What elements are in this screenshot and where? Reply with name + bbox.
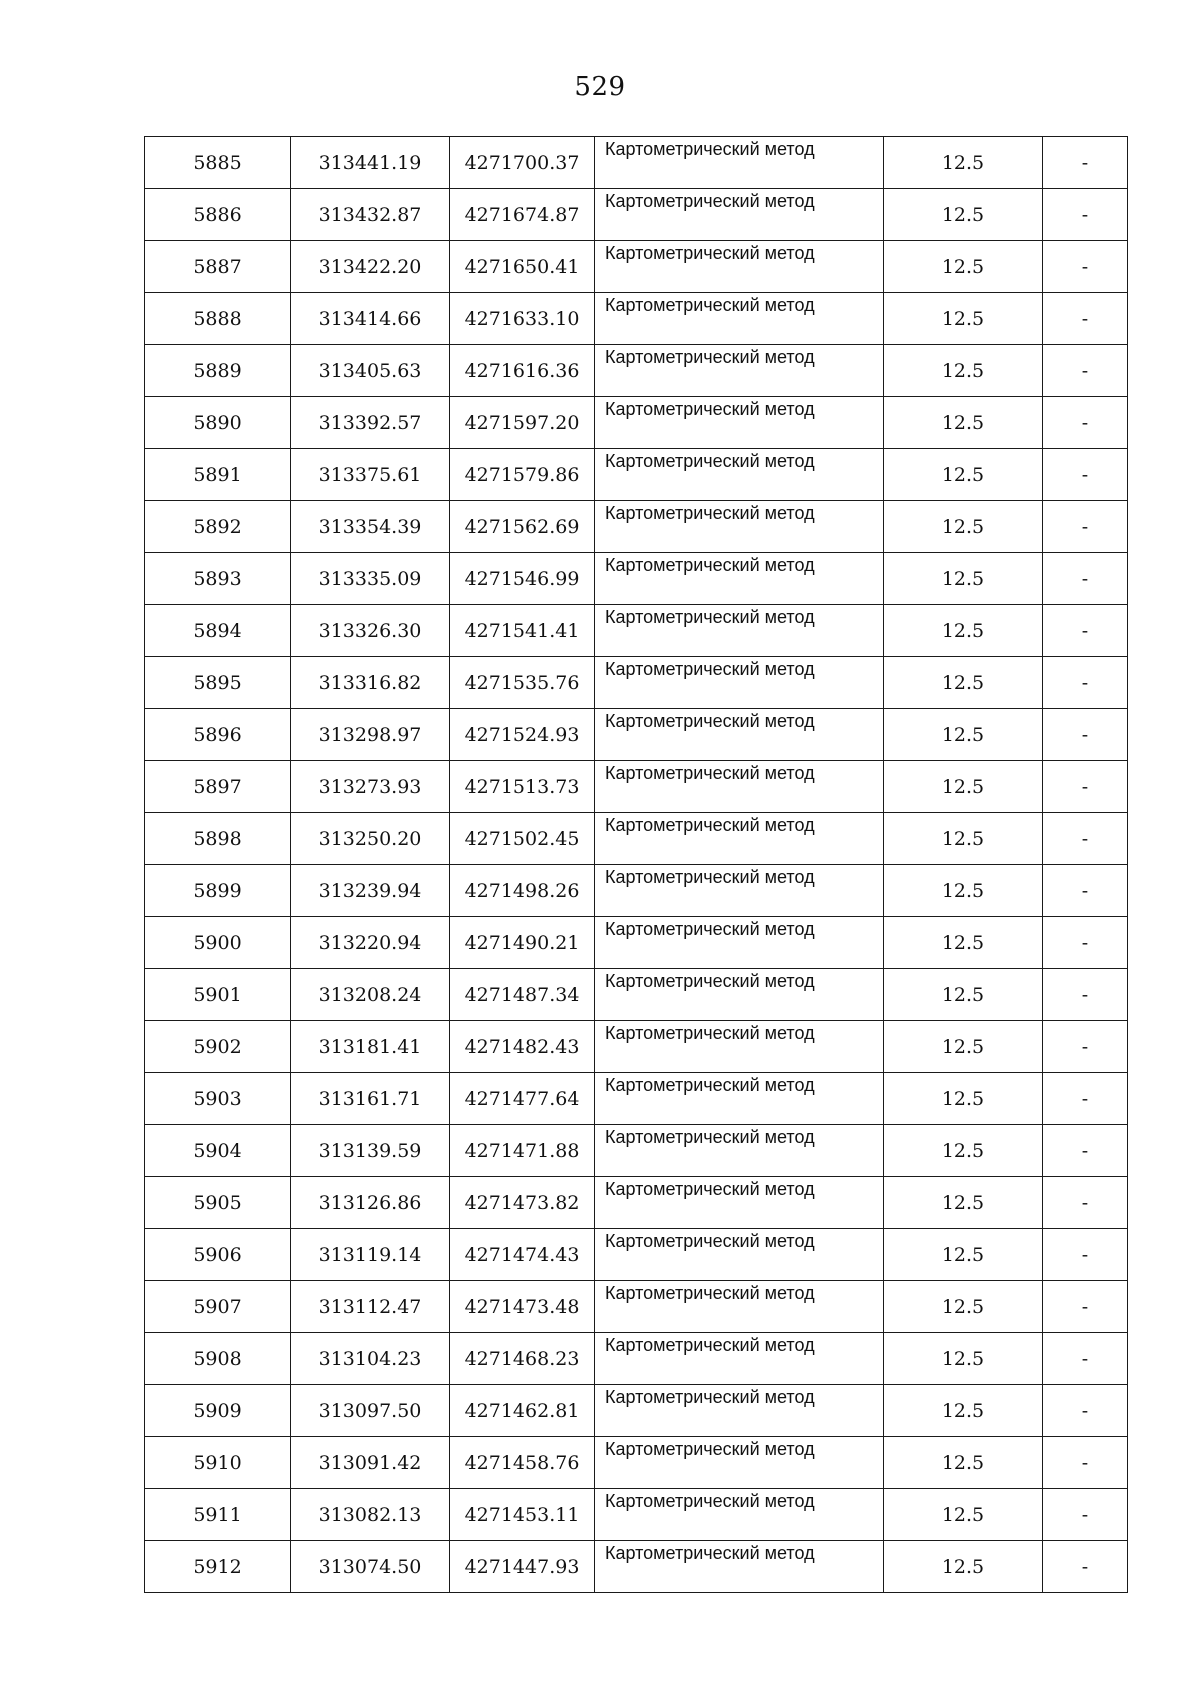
method-cell: Картометрический метод: [595, 449, 884, 501]
table-row: [145, 1073, 1128, 1125]
method-cell: Картометрический метод: [595, 137, 884, 189]
method-cell: Картометрический метод: [595, 1281, 884, 1333]
accuracy-cell: 12.5: [884, 397, 1043, 449]
point-number-cell: 5904: [145, 1125, 291, 1177]
x-coordinate-cell: 313126.86: [291, 1177, 450, 1229]
extra-cell: -: [1043, 1385, 1128, 1437]
table-row: [145, 553, 1128, 605]
y-coordinate-cell: 4271458.76: [450, 1437, 595, 1489]
point-number-cell: 5892: [145, 501, 291, 553]
accuracy-cell: 12.5: [884, 865, 1043, 917]
y-coordinate-cell: 4271473.48: [450, 1281, 595, 1333]
x-coordinate-cell: 313405.63: [291, 345, 450, 397]
table-row: [145, 501, 1128, 553]
accuracy-cell: 12.5: [884, 1489, 1043, 1541]
extra-cell: -: [1043, 865, 1128, 917]
extra-cell: -: [1043, 605, 1128, 657]
point-number-cell: 5908: [145, 1333, 291, 1385]
x-coordinate-cell: 313316.82: [291, 657, 450, 709]
accuracy-cell: 12.5: [884, 137, 1043, 189]
x-coordinate-cell: 313335.09: [291, 553, 450, 605]
extra-cell: -: [1043, 1125, 1128, 1177]
y-coordinate-cell: 4271650.41: [450, 241, 595, 293]
x-coordinate-cell: 313422.20: [291, 241, 450, 293]
method-cell: Картометрический метод: [595, 1333, 884, 1385]
accuracy-cell: 12.5: [884, 1177, 1043, 1229]
y-coordinate-cell: 4271477.64: [450, 1073, 595, 1125]
method-cell: Картометрический метод: [595, 1541, 884, 1593]
y-coordinate-cell: 4271471.88: [450, 1125, 595, 1177]
table-row: [145, 293, 1128, 345]
coordinates-table: [144, 136, 1128, 1593]
accuracy-cell: 12.5: [884, 1437, 1043, 1489]
method-cell: Картометрический метод: [595, 501, 884, 553]
point-number-cell: 5898: [145, 813, 291, 865]
y-coordinate-cell: 4271616.36: [450, 345, 595, 397]
x-coordinate-cell: 313298.97: [291, 709, 450, 761]
point-number-cell: 5891: [145, 449, 291, 501]
extra-cell: -: [1043, 501, 1128, 553]
extra-cell: -: [1043, 553, 1128, 605]
y-coordinate-cell: 4271541.41: [450, 605, 595, 657]
extra-cell: -: [1043, 709, 1128, 761]
method-cell: Картометрический метод: [595, 1489, 884, 1541]
point-number-cell: 5909: [145, 1385, 291, 1437]
table-row: [145, 1385, 1128, 1437]
y-coordinate-cell: 4271482.43: [450, 1021, 595, 1073]
point-number-cell: 5911: [145, 1489, 291, 1541]
x-coordinate-cell: 313074.50: [291, 1541, 450, 1593]
method-cell: Картометрический метод: [595, 709, 884, 761]
accuracy-cell: 12.5: [884, 761, 1043, 813]
extra-cell: -: [1043, 1489, 1128, 1541]
extra-cell: -: [1043, 293, 1128, 345]
page-number: 529: [574, 72, 626, 102]
accuracy-cell: 12.5: [884, 1333, 1043, 1385]
y-coordinate-cell: 4271490.21: [450, 917, 595, 969]
x-coordinate-cell: 313354.39: [291, 501, 450, 553]
accuracy-cell: 12.5: [884, 1541, 1043, 1593]
table-row: [145, 1437, 1128, 1489]
method-cell: Картометрический метод: [595, 657, 884, 709]
extra-cell: -: [1043, 1281, 1128, 1333]
point-number-cell: 5885: [145, 137, 291, 189]
extra-cell: -: [1043, 449, 1128, 501]
x-coordinate-cell: 313432.87: [291, 189, 450, 241]
y-coordinate-cell: 4271674.87: [450, 189, 595, 241]
point-number-cell: 5889: [145, 345, 291, 397]
point-number-cell: 5894: [145, 605, 291, 657]
method-cell: Картометрический метод: [595, 917, 884, 969]
y-coordinate-cell: 4271453.11: [450, 1489, 595, 1541]
accuracy-cell: 12.5: [884, 553, 1043, 605]
accuracy-cell: 12.5: [884, 1125, 1043, 1177]
point-number-cell: 5912: [145, 1541, 291, 1593]
point-number-cell: 5886: [145, 189, 291, 241]
x-coordinate-cell: 313161.71: [291, 1073, 450, 1125]
method-cell: Картометрический метод: [595, 345, 884, 397]
accuracy-cell: 12.5: [884, 449, 1043, 501]
method-cell: Картометрический метод: [595, 241, 884, 293]
method-cell: Картометрический метод: [595, 1437, 884, 1489]
point-number-cell: 5905: [145, 1177, 291, 1229]
point-number-cell: 5910: [145, 1437, 291, 1489]
table-row: [145, 137, 1128, 189]
y-coordinate-cell: 4271633.10: [450, 293, 595, 345]
accuracy-cell: 12.5: [884, 1229, 1043, 1281]
x-coordinate-cell: 313250.20: [291, 813, 450, 865]
y-coordinate-cell: 4271473.82: [450, 1177, 595, 1229]
table-row: [145, 1489, 1128, 1541]
y-coordinate-cell: 4271487.34: [450, 969, 595, 1021]
y-coordinate-cell: 4271462.81: [450, 1385, 595, 1437]
method-cell: Картометрический метод: [595, 553, 884, 605]
x-coordinate-cell: 313441.19: [291, 137, 450, 189]
point-number-cell: 5890: [145, 397, 291, 449]
extra-cell: -: [1043, 345, 1128, 397]
table-row: [145, 813, 1128, 865]
point-number-cell: 5900: [145, 917, 291, 969]
x-coordinate-cell: 313091.42: [291, 1437, 450, 1489]
table-row: [145, 1125, 1128, 1177]
y-coordinate-cell: 4271700.37: [450, 137, 595, 189]
accuracy-cell: 12.5: [884, 293, 1043, 345]
accuracy-cell: 12.5: [884, 501, 1043, 553]
table-row: [145, 657, 1128, 709]
method-cell: Картометрический метод: [595, 1073, 884, 1125]
x-coordinate-cell: 313326.30: [291, 605, 450, 657]
y-coordinate-cell: 4271474.43: [450, 1229, 595, 1281]
method-cell: Картометрический метод: [595, 1229, 884, 1281]
method-cell: Картометрический метод: [595, 1177, 884, 1229]
x-coordinate-cell: 313392.57: [291, 397, 450, 449]
accuracy-cell: 12.5: [884, 813, 1043, 865]
y-coordinate-cell: 4271546.99: [450, 553, 595, 605]
point-number-cell: 5895: [145, 657, 291, 709]
extra-cell: -: [1043, 969, 1128, 1021]
table-row: [145, 605, 1128, 657]
method-cell: Картометрический метод: [595, 605, 884, 657]
x-coordinate-cell: 313181.41: [291, 1021, 450, 1073]
point-number-cell: 5888: [145, 293, 291, 345]
extra-cell: -: [1043, 813, 1128, 865]
accuracy-cell: 12.5: [884, 709, 1043, 761]
table-row: [145, 449, 1128, 501]
extra-cell: -: [1043, 761, 1128, 813]
accuracy-cell: 12.5: [884, 1281, 1043, 1333]
table-row: [145, 1333, 1128, 1385]
table-row: [145, 969, 1128, 1021]
y-coordinate-cell: 4271524.93: [450, 709, 595, 761]
table-row: [145, 189, 1128, 241]
x-coordinate-cell: 313220.94: [291, 917, 450, 969]
method-cell: Картометрический метод: [595, 189, 884, 241]
point-number-cell: 5903: [145, 1073, 291, 1125]
extra-cell: -: [1043, 189, 1128, 241]
table-row: [145, 345, 1128, 397]
y-coordinate-cell: 4271597.20: [450, 397, 595, 449]
table-row: [145, 241, 1128, 293]
x-coordinate-cell: 313208.24: [291, 969, 450, 1021]
accuracy-cell: 12.5: [884, 1021, 1043, 1073]
method-cell: Картометрический метод: [595, 293, 884, 345]
method-cell: Картометрический метод: [595, 813, 884, 865]
point-number-cell: 5907: [145, 1281, 291, 1333]
table-row: [145, 1021, 1128, 1073]
y-coordinate-cell: 4271535.76: [450, 657, 595, 709]
table-row: [145, 1541, 1128, 1593]
extra-cell: -: [1043, 137, 1128, 189]
x-coordinate-cell: 313239.94: [291, 865, 450, 917]
accuracy-cell: 12.5: [884, 345, 1043, 397]
accuracy-cell: 12.5: [884, 605, 1043, 657]
accuracy-cell: 12.5: [884, 917, 1043, 969]
point-number-cell: 5906: [145, 1229, 291, 1281]
table-row: [145, 709, 1128, 761]
method-cell: Картометрический метод: [595, 1385, 884, 1437]
x-coordinate-cell: 313273.93: [291, 761, 450, 813]
accuracy-cell: 12.5: [884, 969, 1043, 1021]
point-number-cell: 5887: [145, 241, 291, 293]
x-coordinate-cell: 313082.13: [291, 1489, 450, 1541]
table-row: [145, 761, 1128, 813]
method-cell: Картометрический метод: [595, 1021, 884, 1073]
table-row: [145, 1177, 1128, 1229]
extra-cell: -: [1043, 657, 1128, 709]
point-number-cell: 5901: [145, 969, 291, 1021]
extra-cell: -: [1043, 397, 1128, 449]
point-number-cell: 5899: [145, 865, 291, 917]
x-coordinate-cell: 313112.47: [291, 1281, 450, 1333]
method-cell: Картометрический метод: [595, 397, 884, 449]
coordinates-table-body: [145, 137, 1128, 1593]
extra-cell: -: [1043, 1333, 1128, 1385]
extra-cell: -: [1043, 917, 1128, 969]
extra-cell: -: [1043, 1177, 1128, 1229]
table-row: [145, 397, 1128, 449]
x-coordinate-cell: 313097.50: [291, 1385, 450, 1437]
accuracy-cell: 12.5: [884, 657, 1043, 709]
accuracy-cell: 12.5: [884, 1073, 1043, 1125]
x-coordinate-cell: 313139.59: [291, 1125, 450, 1177]
y-coordinate-cell: 4271562.69: [450, 501, 595, 553]
table-row: [145, 917, 1128, 969]
extra-cell: -: [1043, 1021, 1128, 1073]
extra-cell: -: [1043, 241, 1128, 293]
method-cell: Картометрический метод: [595, 761, 884, 813]
table-row: [145, 1229, 1128, 1281]
y-coordinate-cell: 4271447.93: [450, 1541, 595, 1593]
method-cell: Картометрический метод: [595, 865, 884, 917]
method-cell: Картометрический метод: [595, 1125, 884, 1177]
point-number-cell: 5902: [145, 1021, 291, 1073]
x-coordinate-cell: 313119.14: [291, 1229, 450, 1281]
point-number-cell: 5893: [145, 553, 291, 605]
accuracy-cell: 12.5: [884, 1385, 1043, 1437]
extra-cell: -: [1043, 1229, 1128, 1281]
y-coordinate-cell: 4271468.23: [450, 1333, 595, 1385]
extra-cell: -: [1043, 1437, 1128, 1489]
y-coordinate-cell: 4271502.45: [450, 813, 595, 865]
x-coordinate-cell: 313104.23: [291, 1333, 450, 1385]
method-cell: Картометрический метод: [595, 969, 884, 1021]
y-coordinate-cell: 4271579.86: [450, 449, 595, 501]
x-coordinate-cell: 313375.61: [291, 449, 450, 501]
point-number-cell: 5897: [145, 761, 291, 813]
y-coordinate-cell: 4271513.73: [450, 761, 595, 813]
extra-cell: -: [1043, 1073, 1128, 1125]
accuracy-cell: 12.5: [884, 241, 1043, 293]
extra-cell: -: [1043, 1541, 1128, 1593]
x-coordinate-cell: 313414.66: [291, 293, 450, 345]
accuracy-cell: 12.5: [884, 189, 1043, 241]
point-number-cell: 5896: [145, 709, 291, 761]
table-row: [145, 865, 1128, 917]
y-coordinate-cell: 4271498.26: [450, 865, 595, 917]
table-row: [145, 1281, 1128, 1333]
